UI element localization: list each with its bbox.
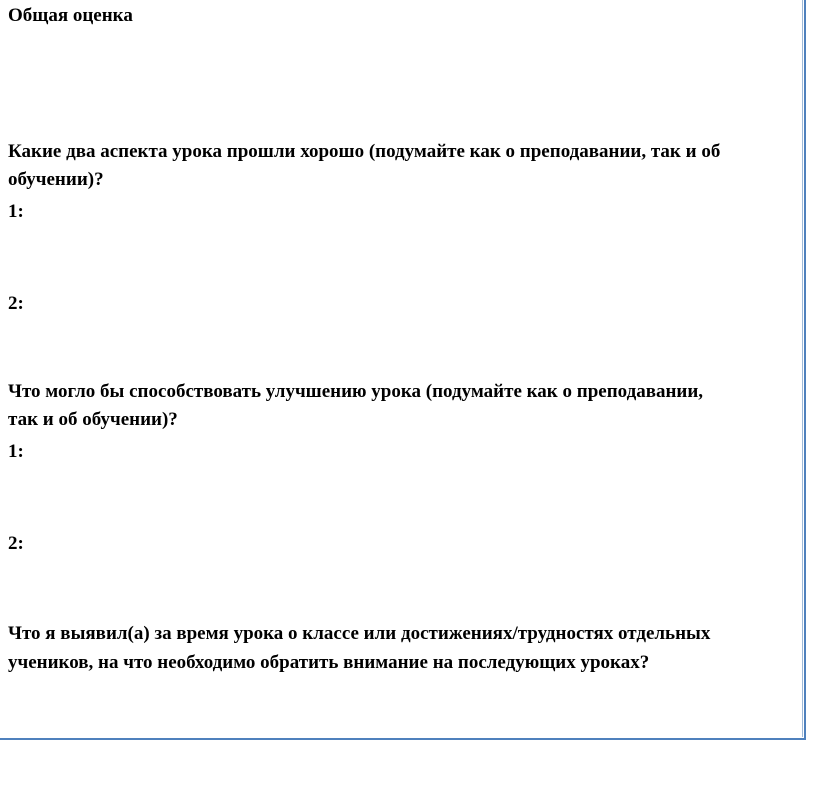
question-3-line-2: учеников, на что необходимо обратить внимание на последующих уроках? [8, 652, 650, 673]
question-2-line-1: Что могло бы способствовать улучшению урока (подумайте как о преподавании, [8, 381, 704, 402]
form-title: Общая оценка [8, 5, 133, 26]
question-1-answer-2-label: 2: [8, 293, 24, 314]
question-1-line-1: Какие два аспекта урока прошли хорошо (подумайте как о преподавании, так и об [8, 141, 721, 162]
question-1-answer-1-label: 1: [8, 201, 24, 222]
question-3-line-1: Что я выявил(а) за время урока о классе или достижениях/трудностях отдельных [8, 623, 711, 644]
question-2-answer-2-label: 2: [8, 533, 24, 554]
question-2-line-2: так и об обучении)? [8, 409, 178, 430]
question-1-line-2: обучении)? [8, 169, 104, 190]
question-2-answer-1-label: 1: [8, 441, 24, 462]
